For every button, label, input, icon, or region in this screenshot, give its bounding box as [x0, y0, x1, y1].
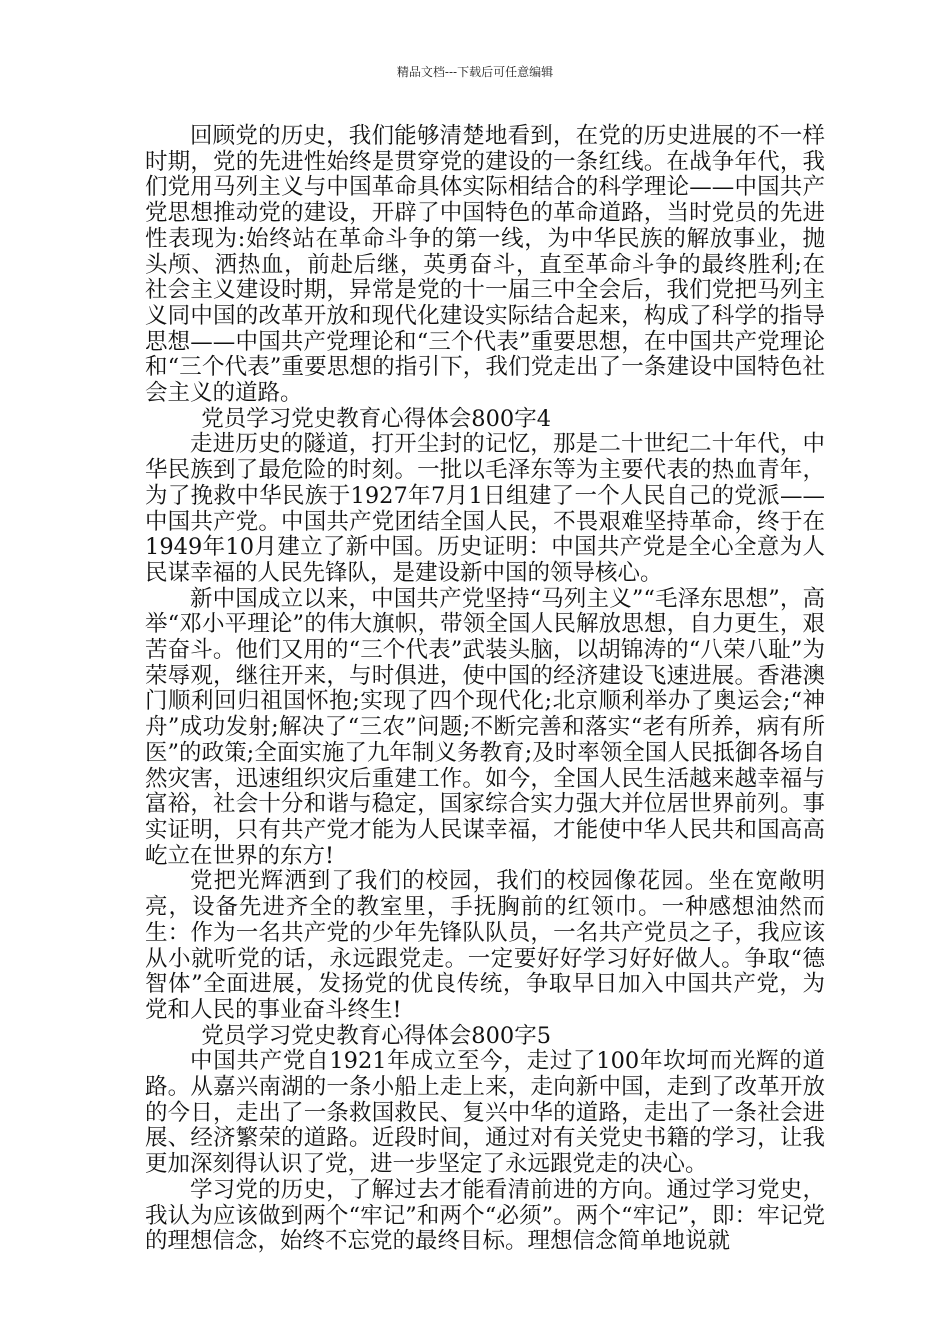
paragraph-campus: 党把光辉洒到了我们的校园，我们的校园像花园。坐在宽敞明亮，设备先进齐全的教室里，手抚胸前的红领巾。一种感想油然而生：作为一名共产党的少年先锋队队员，一名共产党员之子，我应该从小就听党的话，永远跟党走。一定要好好学习好好做人。争取“德智体”全面进展，发扬党的优良传统，争取早日加入中国共产党，为党和人民的事业奋斗终生! [145, 868, 825, 1023]
page-header: 精品文档---下载后可任意编辑 [396, 65, 554, 79]
paragraph-review-history: 回顾党的历史，我们能够清楚地看到，在党的历史进展的不一样时期，党的先进性始终是贯穿党的建设的一条红线。在战争年代，我们党用马列主义与中国革命具体实际相结合的科学理论——中国共产党思想推动党的建设，开辟了中国特色的革命道路，当时党员的先进性表现为:始终站在革命斗争的第一线，为中华民族的解放事业，抛头颅、洒热血，前赴后继，英勇奋斗，直至革命斗争的最终胜利;在社会主义建设时期，异常是党的十一届三中全会后，我们党把马列主义同中国的改革开放和现代化建设实际结合起来，构成了科学的指导思想——中国共产党理论和“三个代表”重要思想，在中国共产党理论和“三个代表”重要思想的指引下，我们党走出了一条建设中国特色社会主义的道路。 [145, 123, 825, 407]
paragraph-study-history: 学习党的历史，了解过去才能看清前进的方向。通过学习党史，我认为应该做到两个“牢记”和两个“必须”。两个“牢记”，即：牢记党的理想信念，始终不忘党的最终目标。理想信念简单地说就 [145, 1176, 825, 1255]
document-body [145, 124, 825, 1255]
paragraph-100-years: 中国共产党自1921年成立至今，走过了100年坎坷而光辉的道路。从嘉兴南湖的一条小船上走上来，走向新中国，走到了改革开放的今日，走出了一条救国救民、复兴中华的道路，走出了一条社会进展、经济繁荣的道路。近段时间，通过对有关党史书籍的学习，让我更加深刻得认识了党，进一步坚定了永远跟党走的决心。 [145, 1048, 825, 1178]
section-heading-5: 党员学习党史教育心得体会800字5 [201, 1022, 552, 1049]
paragraph-since-founding: 新中国成立以来，中国共产党坚持“马列主义”“毛泽东思想”，高举“邓小平理论”的伟大旗帜，带领全国人民解放思想，自力更生，艰苦奋斗。他们又用的“三个代表”武装头脑，以胡锦涛的“八荣八耻”为荣辱观，继往开来，与时俱进，使中国的经济建设飞速进展。香港澳门顺利回归祖国怀抱;实现了四个现代化;北京顺利举办了奥运会;“神舟”成功发射;解决了“三农”问题;不断完善和落实“老有所养，病有所医”的政策;全面实施了九年制义务教育;及时率领全国人民抵御各场自然灾害，迅速组织灾后重建工作。如今，全国人民生活越来越幸福与富裕，社会十分和谐与稳定，国家综合实力强大并位居世界前列。事实证明，只有共产党才能为人民谋幸福，才能使中华人民共和国高高屹立在世界的东方! [145, 585, 825, 869]
paragraph-history-tunnel: 走进历史的隧道，打开尘封的记忆，那是二十世纪二十年代，中华民族到了最危险的时刻。一批以毛泽东等为主要代表的热血青年，为了挽救中华民族于1927年7月1日组建了一个人民自己的党派——中国共产党。中国共产党团结全国人民，不畏艰难坚持革命，终于在1949年10月建立了新中国。历史证明：中国共产党是全心全意为人民谋幸福的人民先锋队，是建设新中国的领导核心。 [145, 431, 825, 586]
section-heading-4: 党员学习党史教育心得体会800字4 [201, 405, 552, 432]
